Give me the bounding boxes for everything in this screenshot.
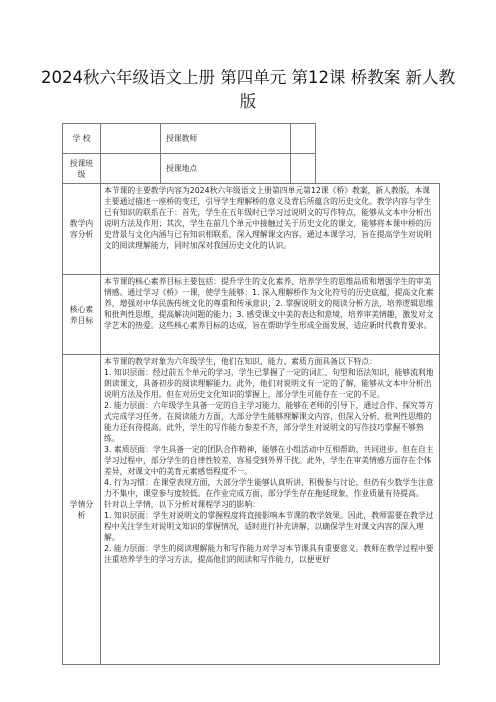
student-analysis-paragraph: 4. 行为习惯：在课堂表现方面，大部分学生能够认真听讲、积极参与讨论，但仍有少数学生注意力不集中，课堂参与度较低。在作业完成方面，部分学生存在拖延现象，作业质量有待提高。 [104, 478, 434, 498]
student-analysis-paragraph: 1. 知识层面：经过前五个单元的学习，学生已掌握了一定的词汇、句型和语法知识，能够流利地朗读课文，具备初步的阅读理解能力。此外，他们对说明文有一定的了解，能够从文本中分析出说明方法及作用。但在对历史文化知识的掌握上，部分学生可能存在一定的不足。 [104, 368, 434, 399]
student-analysis-paragraph: 本节课的教学对象为六年级学生，他们在知识、能力、素质方面具备以下特点： [104, 357, 377, 366]
student-analysis-paragraph: 1. 知识层面：学生对说明文的掌握程度将直接影响本节课的教学效果。因此，教师需要在教学过程中关注学生对说明文知识的掌握情况，适时进行补充讲解，以确保学生对课文内容的深入理解。 [104, 511, 434, 542]
core-goals-text: 本节课的核心素养目标主要包括：提升学生的文化素养、培养学生的思维品质和增强学生的审美情感。通过学习《桥》一课，使学生能够：1. 深入理解桥作为文化符号的历史底蕴，提高文化素养，增强对中华民族传统文化的尊重和传承意识；2. 掌握说明文的阅读分析方法，培养逻辑思维和批判性思维，提高解决问题的能力；3. 感受课文中美的表达和意境，培养审美情趣，激发对文学艺术的热爱。这些核心素养目标的达成，旨在帮助学生形成全面发展，适应新时代教育要求。 [101, 275, 440, 355]
core-goals-row [63, 275, 440, 355]
header-row-2 [63, 154, 440, 184]
student-analysis-text [101, 355, 440, 665]
teacher-label: 授课教师 [161, 124, 291, 154]
content-analysis-label: 教学内容分析 [63, 184, 101, 275]
class-value[interactable] [101, 154, 161, 184]
class-label: 授课班级 [63, 154, 101, 184]
place-label: 授课地点 [161, 154, 291, 184]
header-row-1 [63, 124, 440, 154]
student-analysis-paragraph: 针对以上学情，以下分析对课程学习的影响： [104, 500, 260, 509]
student-analysis-paragraph: 3. 素质层面：学生具备一定的团队合作精神，能够在小组活动中互相帮助、共同进步。但在自主学习过程中，部分学生的自律性较差，容易受到外界干扰。此外，学生在审美情感方面存在个体差异，对课文中的美育元素感悟程度不一。 [104, 445, 434, 476]
lesson-plan-table [62, 123, 440, 665]
core-goals-label: 核心素养目标 [63, 275, 101, 355]
school-value[interactable] [101, 124, 161, 154]
student-analysis-paragraph: 2. 能力层面：学生的阅读理解能力和写作能力对学习本节课具有重要意义。教师在教学过程中要注重培养学生的学习方法，提高他们的阅读和写作能力，以便更好 [104, 544, 434, 564]
student-analysis-row [63, 355, 440, 665]
student-analysis-paragraph: 2. 能力层面：六年级学生具备一定的自主学习能力，能够在老师的引导下，通过合作、探究等方式完成学习任务。在阅读能力方面，大部分学生能够理解课文内容，但深入分析、批判性思维的能力还有待提高。此外，学生的写作能力参差不齐，部分学生对说明文的写作技巧掌握不够熟练。 [104, 401, 434, 443]
document-title: 2024秋六年级语文上册 第四单元 第12课 桥教案 新人教版 [41, 68, 455, 111]
content-analysis-text: 本节课的主要教学内容为2024秋六年级语文上册第四单元第12课《桥》教案，新人教版。本课主要通过描述一座桥的变迁，引导学生理解桥的意义及背后所蕴含的历史文化。教学内容与学生已有知识的联系在于：首先，学生在五年级时已学习过说明文的写作特点，能够从文本中分析出说明方法及作用；其次，学生在前几个单元中接触过关于历史文化的课文，能够将本课中桥的历史背景与文化内涵与已有知识相联系，深入理解课文内容。通过本课学习，旨在提高学生对说明文的阅读理解能力，同时加深对我国历史文化的认识。 [101, 184, 440, 275]
content-analysis-row [63, 184, 440, 275]
student-analysis-label: 学情分析 [63, 355, 101, 665]
school-label: 学 校 [63, 124, 101, 154]
period-value[interactable] [291, 124, 316, 154]
textbook-value[interactable] [291, 154, 316, 184]
